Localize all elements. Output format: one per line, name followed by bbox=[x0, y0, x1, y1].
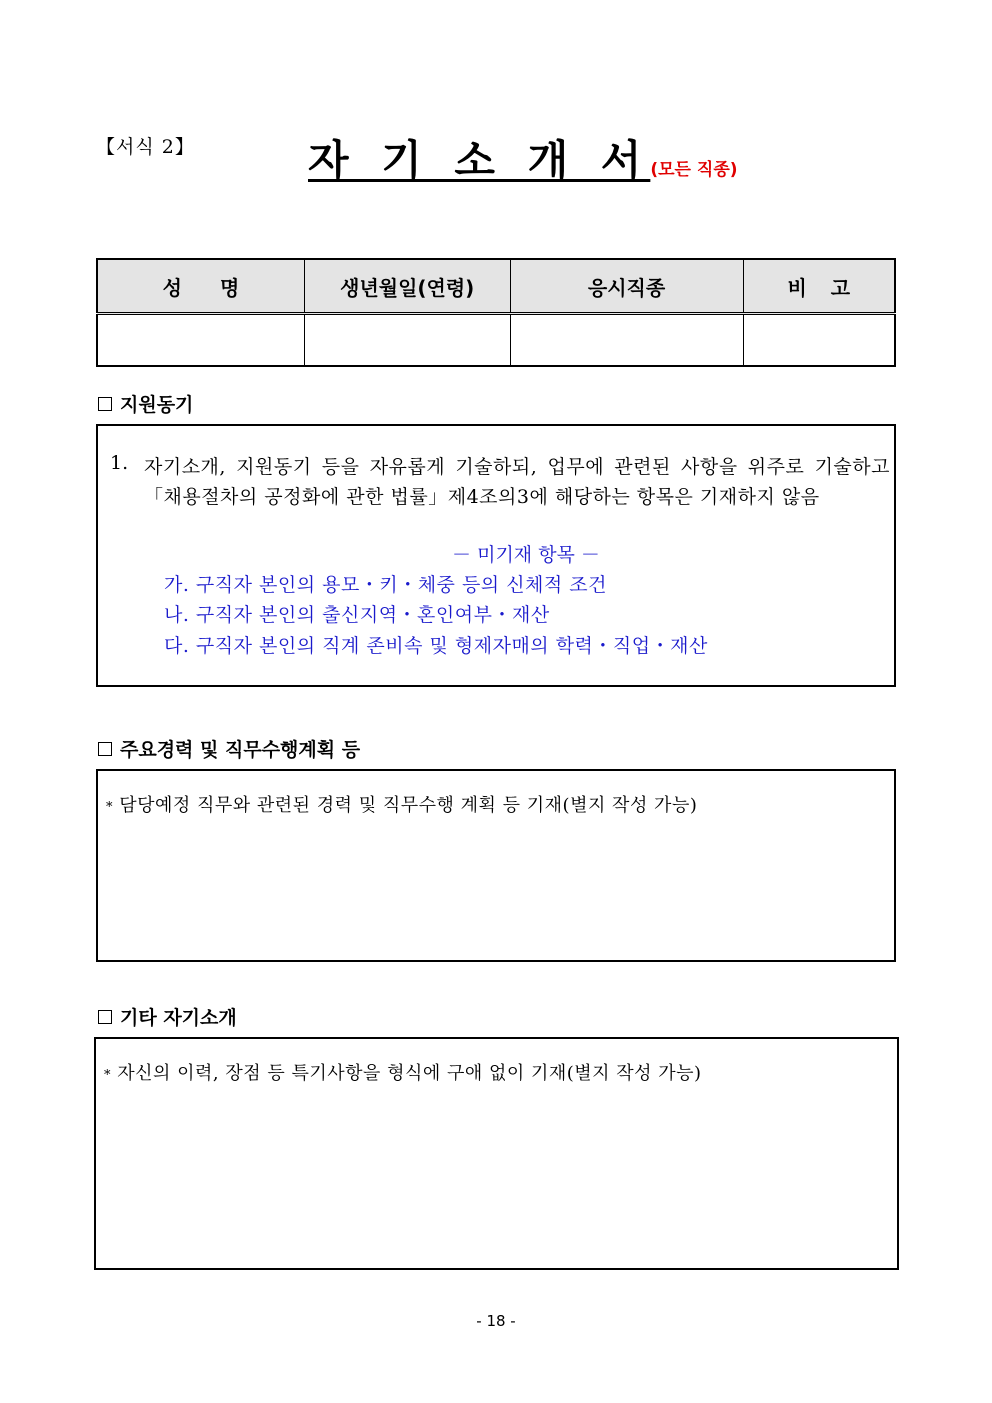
excluded-item: 가. 구직자 본인의 용모・키・체중 등의 신체적 조건 bbox=[164, 574, 608, 596]
form-tag: 【서식 2】 bbox=[96, 136, 195, 158]
career-hint bbox=[106, 791, 697, 817]
job-category-cell[interactable] bbox=[510, 314, 743, 367]
section-heading-career bbox=[98, 735, 360, 762]
table-header-row bbox=[97, 259, 895, 314]
section-heading-label: 주요경력 및 직무수행계획 등 bbox=[120, 739, 361, 761]
other-hint bbox=[104, 1059, 702, 1085]
checkbox-icon bbox=[98, 1010, 112, 1024]
asterisk-mark: * bbox=[106, 800, 113, 815]
header-job-category: 응시직종 bbox=[510, 259, 743, 314]
name-cell[interactable] bbox=[97, 314, 304, 367]
header-remarks: 비고 bbox=[743, 259, 895, 314]
excluded-items-title: － 미기재 항목 － bbox=[452, 544, 600, 566]
table-row bbox=[97, 314, 895, 367]
item-number: 1. bbox=[110, 452, 129, 474]
section-heading-other bbox=[98, 1003, 237, 1030]
other-intro-box[interactable] bbox=[94, 1037, 899, 1270]
title-block bbox=[308, 128, 738, 188]
career-box[interactable] bbox=[96, 769, 896, 962]
section-heading-label: 기타 자기소개 bbox=[120, 1007, 237, 1029]
page-number: - 18 - bbox=[476, 1312, 516, 1330]
section-heading-label: 지원동기 bbox=[120, 394, 194, 416]
applicant-info-table bbox=[96, 258, 896, 367]
page-subtitle: (모든 직종) bbox=[650, 160, 738, 180]
motivation-box[interactable] bbox=[96, 424, 896, 687]
page-title: 자 기 소 개 서 bbox=[308, 136, 651, 185]
remarks-cell[interactable] bbox=[743, 314, 895, 367]
checkbox-icon bbox=[98, 397, 112, 411]
hint-text: 담당예정 직무와 관련된 경력 및 직무수행 계획 등 기재(별지 작성 가능) bbox=[119, 795, 698, 816]
header-birthdate: 생년월일(연령) bbox=[304, 259, 510, 314]
excluded-item: 다. 구직자 본인의 직계 존비속 및 형제자매의 학력・직업・재산 bbox=[164, 635, 708, 657]
section-heading-motivation bbox=[98, 390, 193, 417]
birthdate-cell[interactable] bbox=[304, 314, 510, 367]
hint-text: 자신의 이력, 장점 등 특기사항을 형식에 구애 없이 기재(별지 작성 가능) bbox=[117, 1063, 702, 1084]
asterisk-mark: * bbox=[104, 1068, 111, 1083]
instruction-text: 자기소개, 지원동기 등을 자유롭게 기술하되, 업무에 관련된 사항을 위주로 기술하고「채용절차의 공정화에 관한 법률」제4조의3에 해당하는 항목은 기재하지 않음 bbox=[144, 456, 890, 508]
checkbox-icon bbox=[98, 742, 112, 756]
header-name: 성명 bbox=[97, 259, 304, 314]
excluded-item: 나. 구직자 본인의 출신지역・혼인여부・재산 bbox=[164, 604, 550, 626]
